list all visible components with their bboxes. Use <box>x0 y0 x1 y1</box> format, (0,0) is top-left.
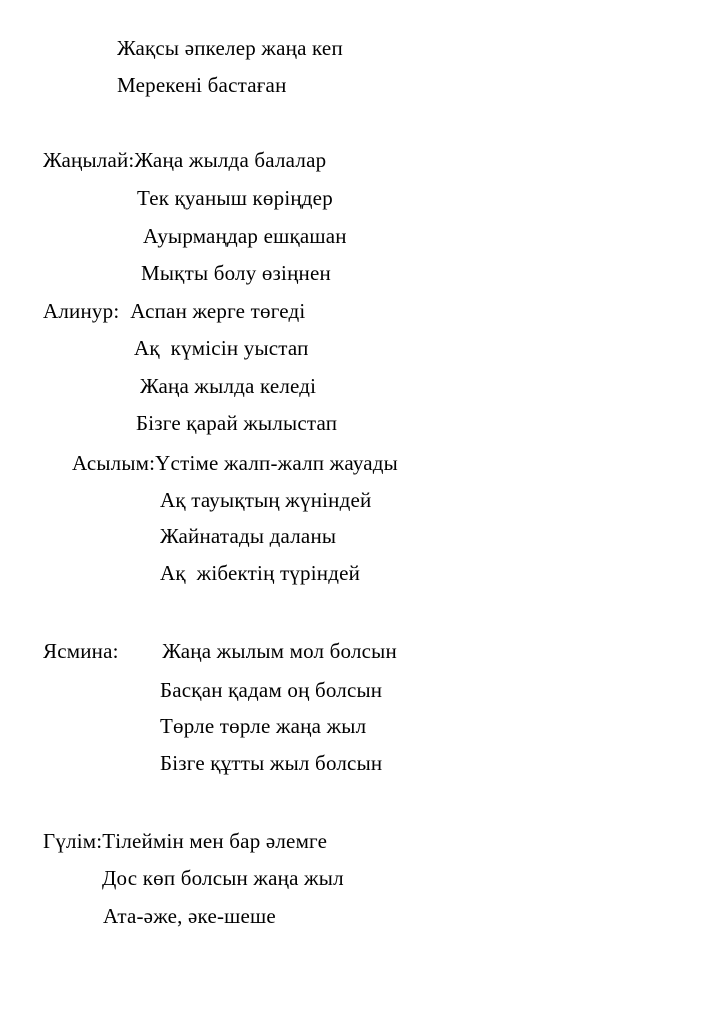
poem-line: Ақ тауықтың жүніндей <box>160 488 372 512</box>
dialogue-speaker-line: Ясмина: Жаңа жылым мол болсын <box>43 639 397 663</box>
poem-line: Төрле төрле жаңа жыл <box>160 714 367 738</box>
dialogue-speaker-line: Асылым:Үстіме жалп-жалп жауады <box>72 451 398 475</box>
poem-line: Ата-әже, әке-шеше <box>103 904 276 928</box>
poem-line: Ақ күмісін уыстап <box>134 336 309 360</box>
dialogue-speaker-line: Алинур: Аспан жерге төгеді <box>43 299 306 323</box>
poem-line: Бізге қарай жылыстап <box>136 411 338 435</box>
dialogue-speaker-line: Гүлім:Тілеймін мен бар әлемге <box>43 829 328 853</box>
poem-line: Бізге құтты жыл болсын <box>160 751 383 775</box>
poem-line: Тек қуаныш көріңдер <box>137 186 333 210</box>
poem-line: Дос көп болсын жаңа жыл <box>102 866 344 890</box>
poem-line: Ақ жібектің түріндей <box>160 561 361 585</box>
poem-line: Басқан қадам оң болсын <box>160 678 383 702</box>
poem-line: Ауырмаңдар ешқашан <box>143 224 347 248</box>
poem-line: Жаңа жылда келеді <box>140 374 317 398</box>
poem-line: Мықты болу өзіңнен <box>141 261 331 285</box>
poem-line: Мерекені бастаған <box>117 73 287 97</box>
dialogue-speaker-line: Жаңылай:Жаңа жылда балалар <box>43 148 327 172</box>
poem-line: Жақсы әпкелер жаңа кеп <box>117 36 343 60</box>
poem-line: Жайнатады даланы <box>160 524 337 548</box>
